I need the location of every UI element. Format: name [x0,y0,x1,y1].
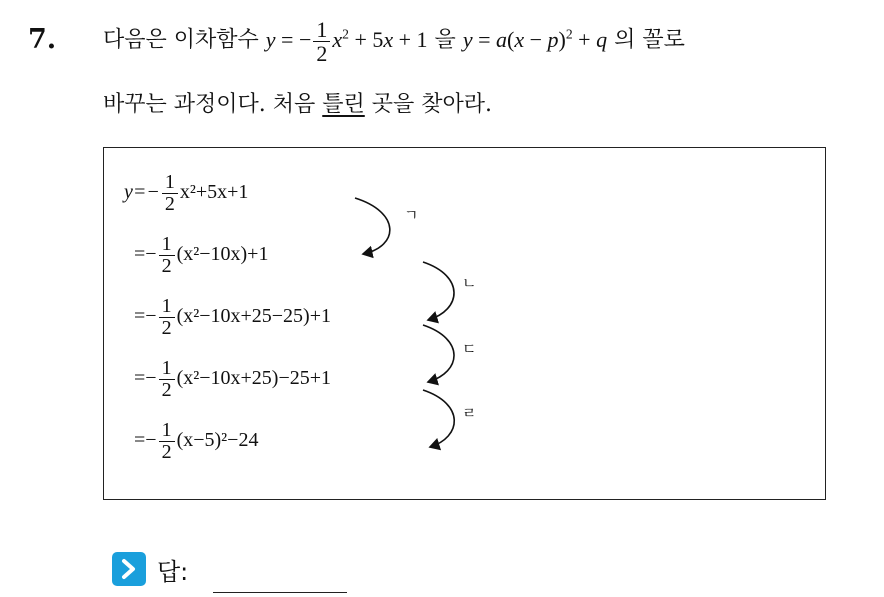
answer-label: 답: [157,558,189,586]
function-target-form: $y = a(x - p)^2 + q$ [462,26,608,52]
step-5-fraction: $\frac{1}{2}$ [159,420,175,463]
question-intro: 다음은 이차함수 [103,27,259,53]
underlined-word: 틀린 [322,92,365,117]
function-original: y = − $\frac{1}{2}$ $x^2 + 5x + 1$ [265,17,428,67]
step-4-fraction: $\frac{1}{2}$ [159,358,175,401]
step-1-fraction: $\frac{1}{2}$ [162,172,178,215]
step-1 [124,172,248,215]
question-mid: 을 [434,27,456,53]
step-2 [134,234,268,277]
marker-2: ㄴ [462,274,477,292]
question-end: 의 꼴로 [614,27,685,53]
step-1-lead: y=− [124,181,160,204]
question-line-2-pre: 바꾸는 과정이다. 처음 [103,92,316,117]
question-line-2-post: 곳을 찾아라. [371,92,493,117]
step-3 [134,296,331,339]
step-2-lead: =− [134,243,157,266]
question-line-1 [103,18,685,65]
step-1-rest: x²+5x+1 [179,181,249,204]
question-line-2 [103,87,492,118]
marker-3: ㄷ [462,340,477,358]
step-3-fraction: $\frac{1}{2}$ [159,296,175,339]
answer-blank[interactable] [213,592,347,593]
chevron-right-icon [112,552,146,586]
step-4-rest: (x²−10x+25)−25+1 [176,367,331,390]
step-2-fraction: $\frac{1}{2}$ [159,234,175,277]
step-3-rest: (x²−10x+25−25)+1 [176,305,331,328]
step-5 [134,420,258,463]
step-4-lead: =− [134,367,157,390]
step-2-rest: (x²−10x)+1 [176,243,269,266]
step-4 [134,358,331,401]
marker-1: ㄱ [404,206,419,224]
step-3-lead: =− [134,305,157,328]
step-5-rest: (x−5)²−24 [176,429,259,452]
step-5-lead: =− [134,429,157,452]
marker-4: ㄹ [462,404,477,422]
question-number: 7. [28,24,57,55]
